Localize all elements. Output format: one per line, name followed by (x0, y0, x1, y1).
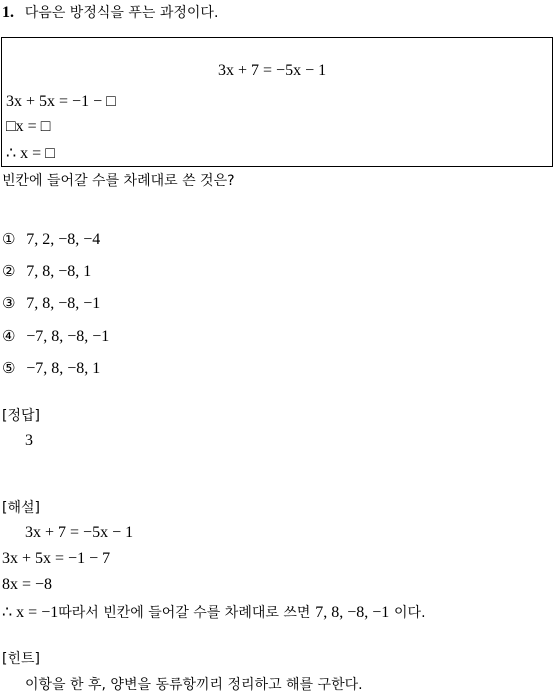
explanation-conclusion-values: 7, 8, −8, −1 (315, 604, 390, 621)
question-header (2, 2, 218, 22)
explanation-line-1: 3x + 7 = −5x − 1 (25, 524, 134, 541)
answer-value: 3 (25, 432, 33, 449)
choice-text: −7, 8, −8, 1 (26, 360, 101, 377)
explanation-conclusion-text: 따라서 빈칸에 들어갈 수를 차례대로 쓰면 (58, 605, 311, 621)
choice-mark: ① (2, 230, 16, 248)
choice-mark: ② (2, 262, 16, 280)
box-step-2: □x = □ (6, 118, 51, 135)
box-step-3: ∴ x = □ (6, 145, 55, 162)
question-ask: 빈칸에 들어갈 수를 차례대로 쓴 것은? (2, 173, 235, 189)
explanation-line-3: 8x = −8 (2, 576, 53, 593)
choice-1 (2, 230, 100, 249)
choice-mark: ⑤ (2, 359, 16, 377)
question-prompt: 다음은 방정식을 푸는 과정이다. (24, 5, 219, 21)
box-equation: 3x + 7 = −5x − 1 (218, 62, 327, 79)
choice-text: 7, 8, −8, 1 (26, 263, 92, 280)
hint-text: 이항을 한 후, 양변을 동류항끼리 정리하고 해를 구한다. (25, 677, 363, 693)
choice-text: −7, 8, −8, −1 (26, 328, 110, 345)
explanation-conclusion-end: 이다. (394, 605, 426, 621)
explanation-label: [해설] (2, 500, 40, 516)
explanation-line-2: 3x + 5x = −1 − 7 (2, 550, 111, 567)
choice-mark: ④ (2, 327, 16, 345)
choice-3 (2, 294, 100, 313)
hint-label: [힌트] (2, 651, 40, 667)
choice-mark: ③ (2, 294, 16, 312)
explanation-conclusion-math: ∴ x = −1 (2, 604, 59, 621)
choice-text: 7, 8, −8, −1 (26, 295, 101, 312)
question-number: 1. (2, 4, 14, 21)
box-step-1: 3x + 5x = −1 − □ (6, 93, 116, 110)
choice-5 (2, 359, 100, 378)
choice-4 (2, 327, 109, 346)
choice-2 (2, 262, 91, 281)
choice-text: 7, 2, −8, −4 (26, 231, 101, 248)
answer-label: [정답] (2, 408, 40, 424)
explanation-line-4 (2, 602, 426, 622)
